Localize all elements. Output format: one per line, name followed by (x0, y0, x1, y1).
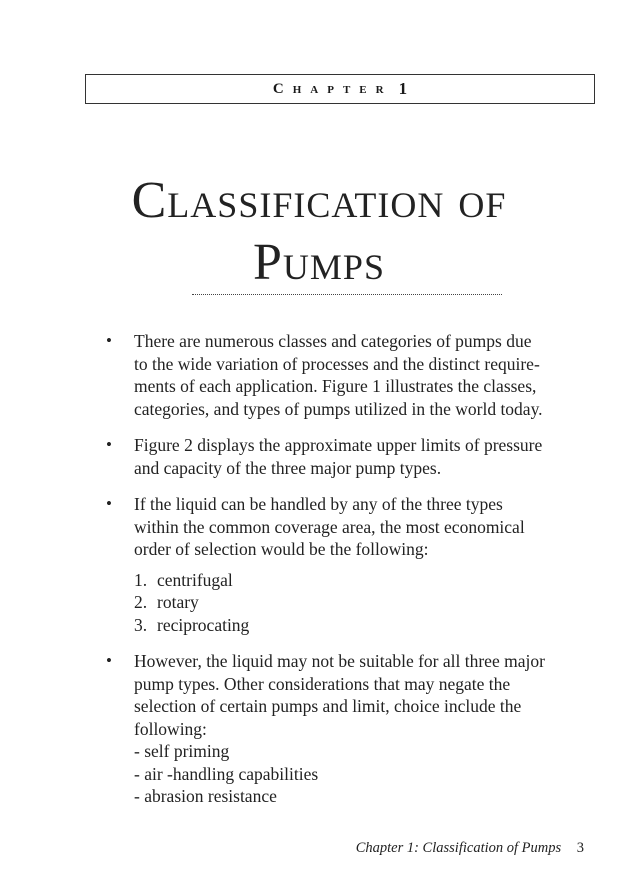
footer-title: Chapter 1: Classification of Pumps (355, 840, 562, 856)
list-text: centrifugal (157, 569, 233, 590)
list-item (134, 591, 604, 614)
bullet-icon: • (106, 494, 112, 513)
chapter-label: Chapter (272, 80, 393, 97)
numbered-list (134, 569, 604, 637)
list-number: 3. (134, 614, 148, 635)
bullet-text-line: - air -handling capabilities (134, 763, 319, 784)
bullet-text-line: within the common coverage area, the most economical (134, 516, 525, 537)
bullet-icon: • (106, 651, 112, 670)
bullet-item (104, 434, 604, 479)
chapter-header (85, 74, 595, 104)
bullet-text-line: order of selection would be the following: (134, 539, 429, 559)
bullet-text-line: and capacity of the three major pump types. (134, 457, 442, 478)
bullet-text-line: ments of each application. Figure 1 illustrates the classes, (134, 376, 537, 396)
bullet-text-line: to the wide variation of processes and the distinct require- (134, 353, 540, 374)
bullet-text-line: - self priming (134, 741, 230, 761)
page-footer (356, 840, 584, 857)
list-text: rotary (157, 592, 199, 612)
body-content (104, 330, 604, 822)
title-line-2: Pumps (253, 234, 385, 291)
list-item (134, 569, 604, 592)
bullet-item (104, 493, 604, 636)
bullet-text-line: categories, and types of pumps utilized in the world today. (134, 398, 543, 419)
bullet-text-line: However, the liquid may not be suitable for all three major (134, 651, 545, 671)
bullet-item (104, 650, 604, 808)
title-line-1: Classification of (131, 172, 507, 229)
chapter-number: 1 (398, 79, 408, 98)
title-divider (192, 294, 502, 295)
page-number: 3 (576, 840, 584, 856)
list-number: 2. (134, 592, 148, 612)
bullet-icon: • (106, 435, 112, 454)
bullet-text-line: pump types. Other considerations that may negate the (134, 673, 511, 694)
bullet-text-line: - abrasion resistance (134, 786, 277, 806)
list-text: reciprocating (157, 614, 250, 635)
bullet-text-line: selection of certain pumps and limit, choice include the (134, 696, 522, 716)
bullet-text-line: If the liquid can be handled by any of the three types (134, 494, 503, 514)
bullet-text-line: following: (134, 718, 207, 739)
bullet-text-line: There are numerous classes and categories of pumps due (134, 331, 532, 351)
bullet-item (104, 330, 604, 420)
bullet-text-line: Figure 2 displays the approximate upper limits of pressure (134, 435, 543, 455)
bullet-icon: • (106, 331, 112, 350)
list-number: 1. (134, 569, 148, 590)
page-title (0, 170, 638, 294)
list-item (134, 614, 604, 637)
